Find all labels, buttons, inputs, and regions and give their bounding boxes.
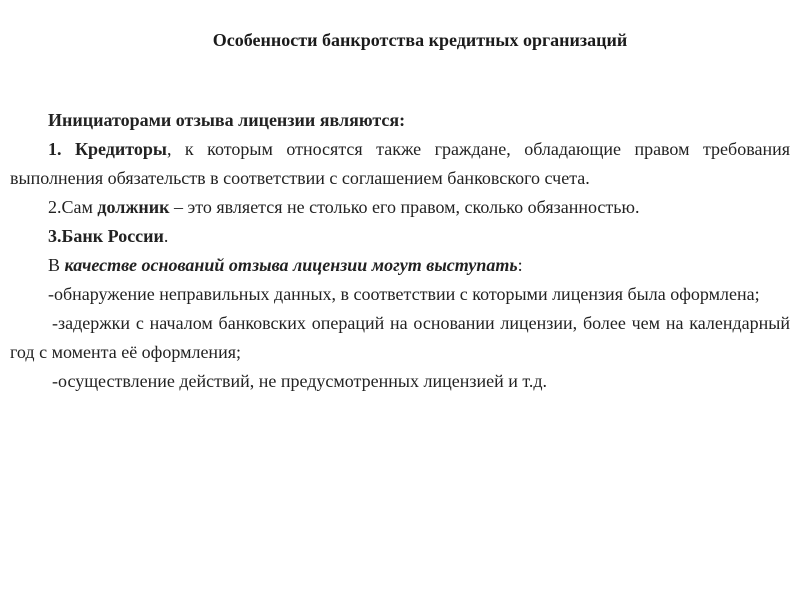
item-bank-text: . [163,226,169,246]
slide-body [10,106,790,396]
grounds-heading [10,251,790,280]
item-debtor [10,193,790,222]
ground-delays: -задержки с началом банковских операций на основании лицензии, более чем на календарный год с момента её оформления; [10,313,790,362]
ground-unlicensed-actions: -осуществление действий, не предусмотренных лицензией и т.д. [52,371,548,391]
slide-title: Особенности банкротства кредитных организаций [212,30,628,50]
ground-incorrect-data: -обнаружение неправильных данных, в соответствии с которыми лицензия была оформлена; [48,284,760,304]
grounds-prefix: В [48,255,65,275]
item-debtor-text: – это является не столько его правом, сколько обязанностью. [169,197,640,217]
item-debtor-prefix: 2.Сам [48,197,98,217]
grounds-emphasis: качестве оснований отзыва лицензии могут выступать [64,255,518,275]
grounds-suffix: : [517,255,523,275]
item-debtor-term: должник [97,197,170,217]
item-bank-of-russia [10,222,790,251]
item-creditors-number: 1. [48,139,75,159]
initiators-heading: Инициаторами отзыва лицензии являются: [48,110,406,130]
item-creditors [10,135,790,193]
item-creditors-text: , к которым относятся также граждане, обладающие правом требования выполнения обязательств в соответствии с соглашением банковского счета. [10,139,790,188]
item-bank-term: 3.Банк России [48,226,164,246]
item-creditors-term: Кредиторы [74,139,167,159]
